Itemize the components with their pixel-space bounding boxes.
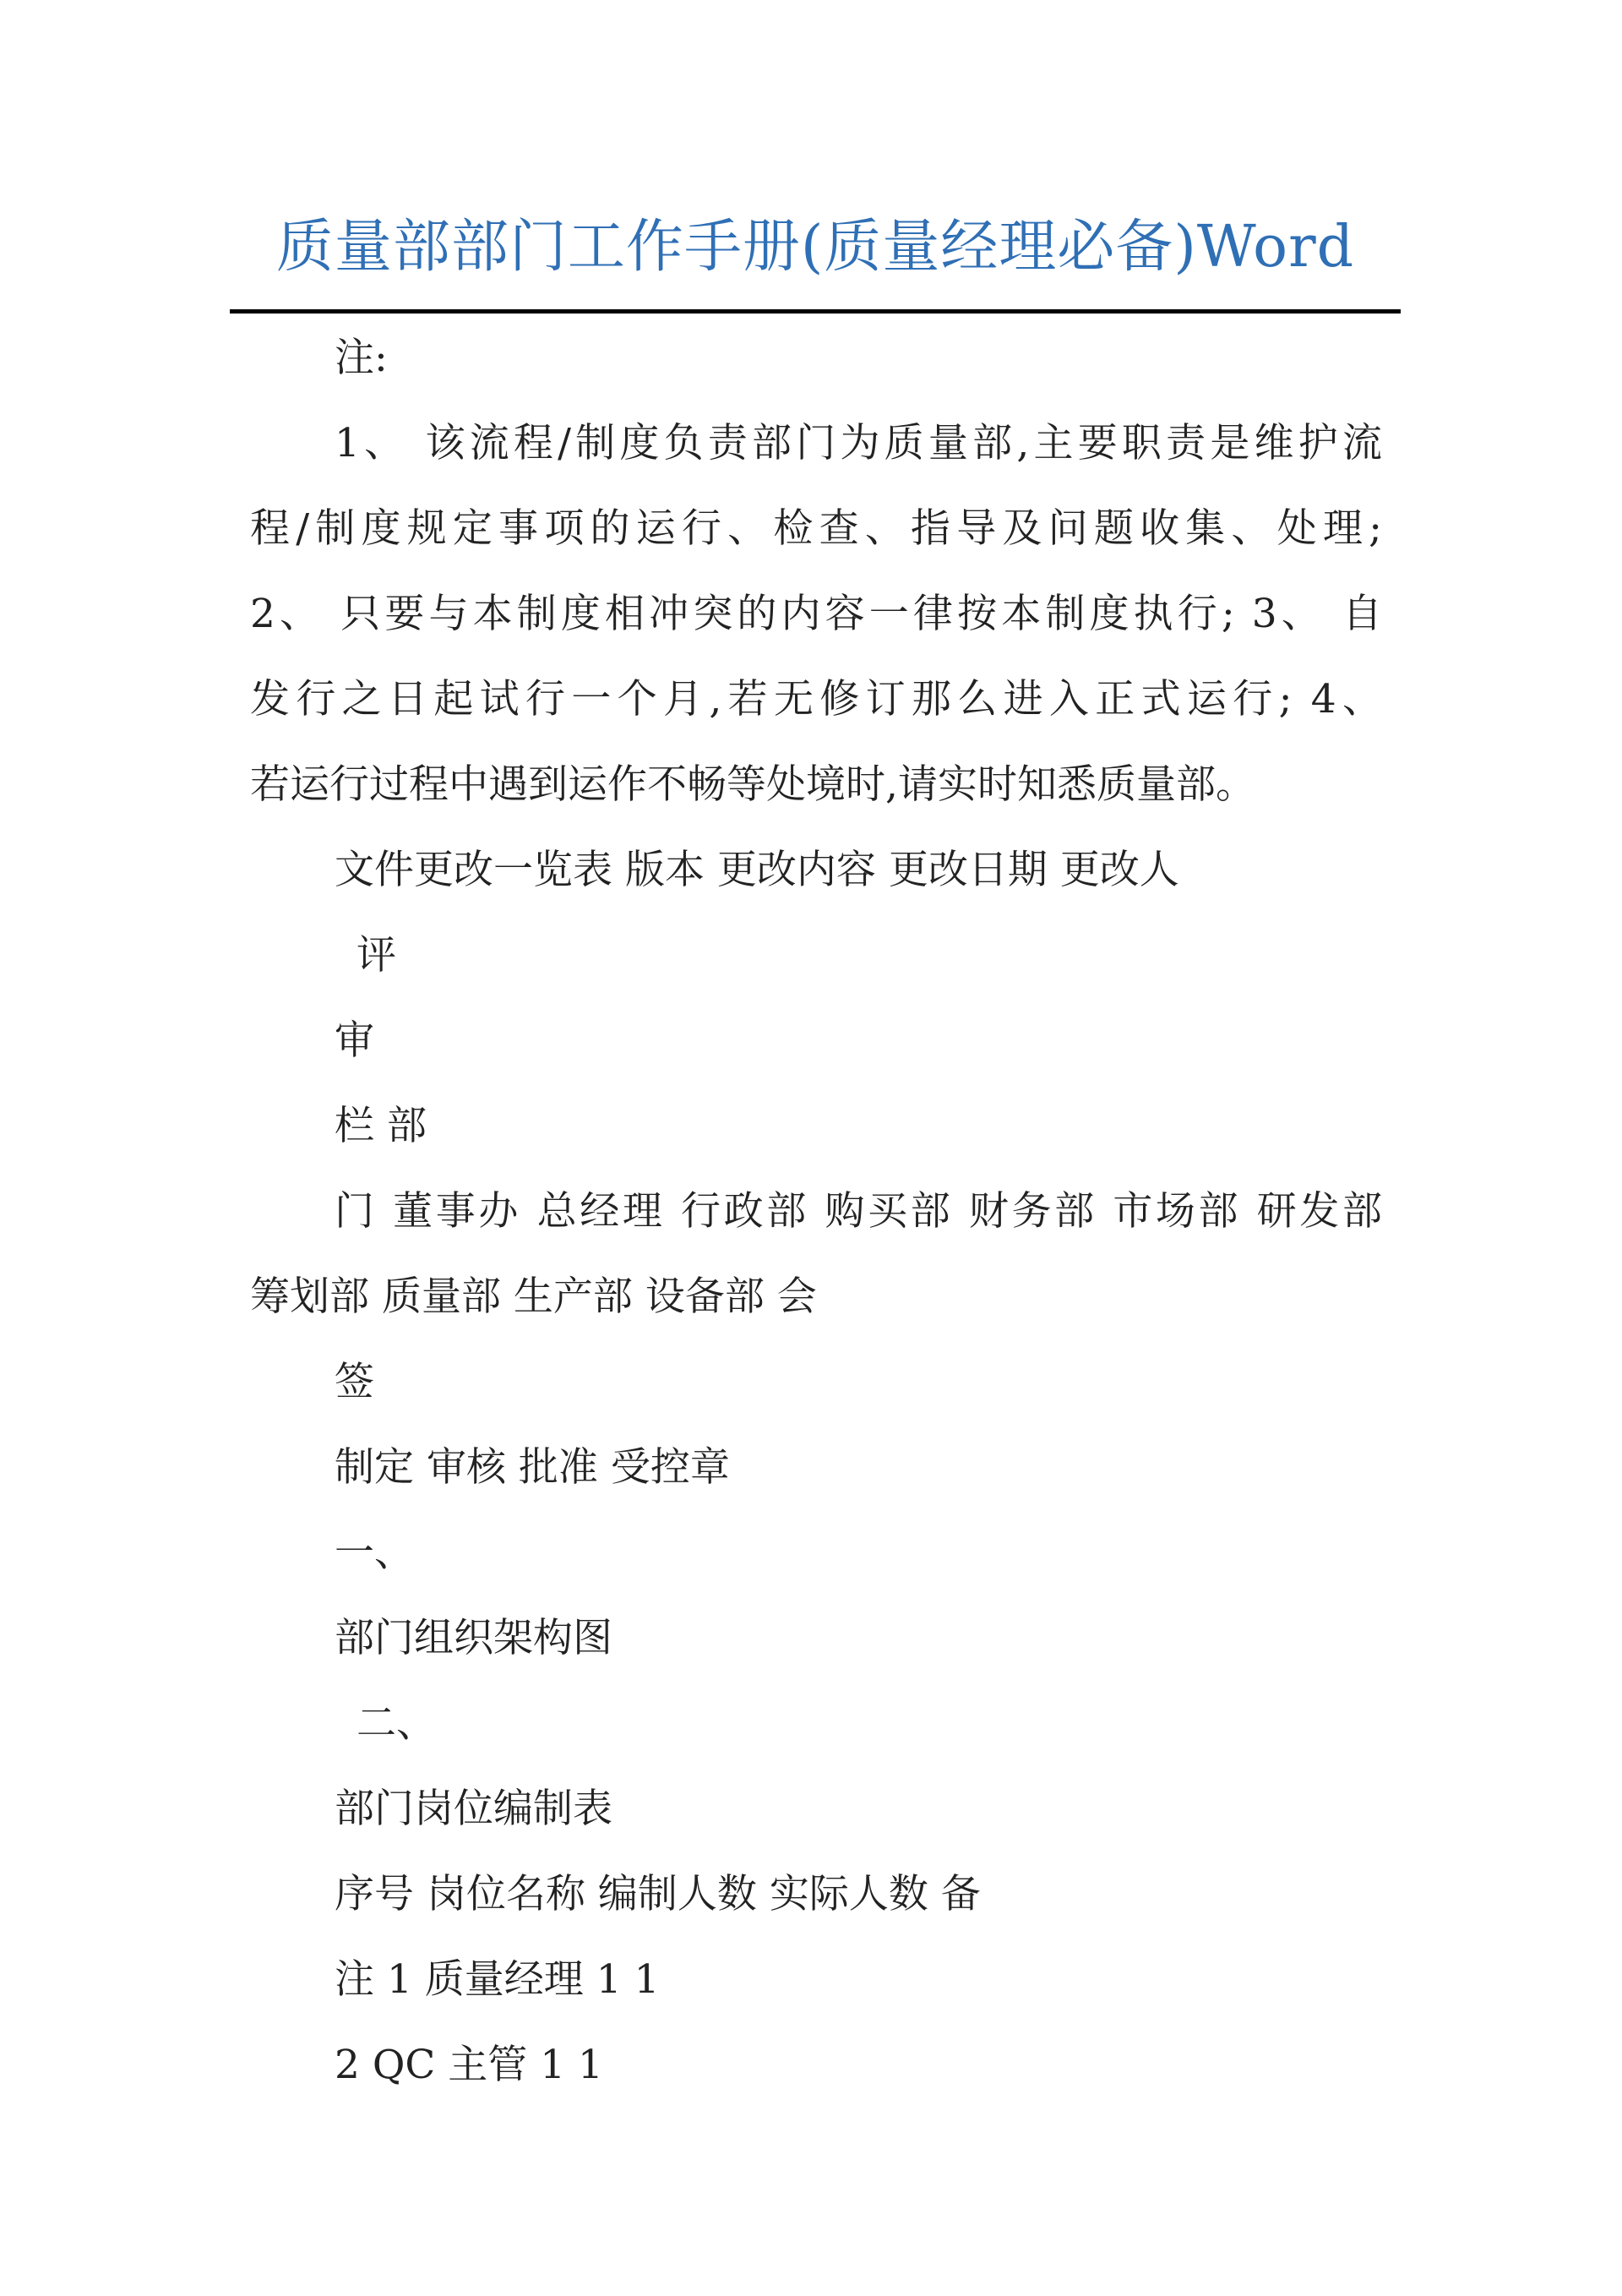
review-label-1: 评 [357,932,396,979]
section-one-number: 一、 [335,1530,414,1576]
note-heading: 注: [335,335,388,381]
staffing-table-header: 序号 岗位名称 编制人数 实际人数 备 [335,1871,981,1917]
review-label-3: 栏 部 [335,1103,427,1149]
countersign-label: 签 [335,1359,374,1405]
note-paragraph-line-4: 发行之日起试行一个月,若无修订那么进入正式运行; 4、 [250,676,1382,723]
document-body [250,315,1382,2108]
section-one-title: 部门组织架构图 [335,1615,612,1661]
title-underline [230,309,1401,314]
review-label-2: 审 [335,1017,374,1064]
section-two-title: 部门岗位编制表 [335,1786,612,1832]
approval-row: 制定 审核 批准 受控章 [335,1444,730,1491]
department-list-line-2: 筹划部 质量部 生产部 设备部 会 [250,1273,817,1320]
change-log-header: 文件更改一览表 版本 更改内容 更改日期 更改人 [335,847,1179,893]
staffing-table-row-2: 2 QC 主管 1 1 [335,2042,603,2088]
department-list-line-1: 门 董事办 总经理 行政部 购买部 财务部 市场部 研发部 [335,1188,1382,1235]
note-paragraph-line-3: 2、 只要与本制度相冲突的内容一律按本制度执行; 3、 自 [250,591,1382,637]
note-paragraph-line-1: 1、 该流程/制度负责部门为质量部,主要职责是维护流 [335,420,1382,466]
document-title: 质量部部门工作手册(质量经理必备)Word [275,214,1355,281]
note-paragraph-line-5: 若运行过程中遇到运作不畅等处境时,请实时知悉质量部。 [250,761,1255,808]
staffing-table-row-1: 注 1 质量经理 1 1 [335,1956,660,2003]
note-paragraph-line-2: 程/制度规定事项的运行、检查、指导及问题收集、处理; [250,505,1382,552]
section-two-number: 二、 [357,1700,436,1747]
